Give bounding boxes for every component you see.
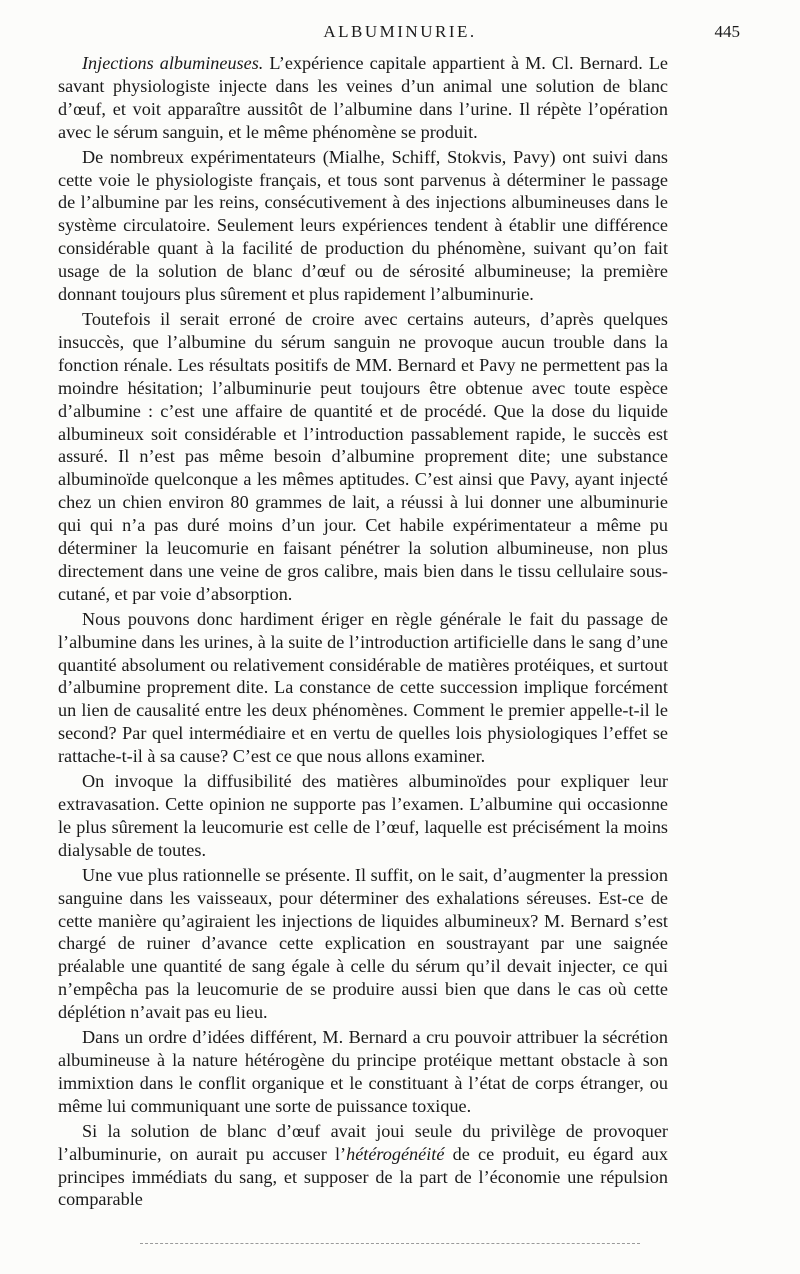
page-number: 445	[714, 22, 740, 41]
paragraph-diffusibility	[58, 770, 668, 862]
paragraph-egg-white	[58, 1120, 668, 1212]
paragraph-heterogeneity	[58, 1026, 668, 1118]
paragraph-text: de ce produit, eu égard aux principes immédiats du sang, et supposer de la part de l’économie une répulsion comparable	[58, 1143, 668, 1210]
emphasis-word: hétérogénéité	[346, 1143, 445, 1164]
body-text	[58, 52, 668, 1213]
footer-rule	[140, 1243, 640, 1244]
paragraph-text: On invoque la diffusibilité des matières albuminoïdes pour expliquer leur extravasation. Cette opinion ne supporte pas l’examen. L’albumine qui occasionne le plus sûrement la leucomurie est celle de l’œuf, laquelle est précisément la moins dialysable de toutes.	[58, 771, 668, 860]
paragraph-toutefois	[58, 308, 668, 606]
paragraph-text: Nous pouvons donc hardiment ériger en règle générale le fait du passage de l’albumine dans les urines, à la suite de l’introduction artificielle dans le sang d’une quantité absolument ou relativement considérable de matières protéiques, et surtout d’albumine proprement dite. La constance de cette succession implique forcément un lien de causalité entre les deux phénomènes. Comment le premier appelle-t-il le second? Par quel intermédiaire et en vertu de quelles lois physiologiques l’effet se rattache-t-il à sa cause? C’est ce que nous allons examiner.	[58, 608, 668, 767]
paragraph-text: L’expérience capitale appartient à M. Cl. Bernard. Le savant physiologiste injecte dans les veines d’un animal une solution de blanc d’œuf, et voit apparaître aussitôt de l’albumine dans l’urine. Il répète l’opération avec le sérum sanguin, et le même phénomène se produit.	[58, 53, 668, 142]
paragraph-text: Dans un ordre d’idées différent, M. Bernard a cru pouvoir attribuer la sécrétion albumineuse à la nature hétérogène du principe protéique mettant obstacle à son immixtion dans le conflit organique et le constituant à l’état de corps étranger, ou même lui communiquant une sorte de puissance toxique.	[58, 1027, 668, 1116]
running-title: ALBUMINURIE.	[323, 22, 477, 41]
paragraph-general-rule	[58, 608, 668, 768]
section-lead: Injections albumineuses.	[82, 53, 264, 73]
page-header	[60, 22, 740, 46]
paragraph-text: Toutefois il serait erroné de croire avec certains auteurs, d’après quelques insuccès, que l’albumine du sérum sanguin ne provoque aucun trouble dans la fonction rénale. Les résultats positifs de MM. Bernard et Pavy ne permettent pas la moindre hésitation; l’albuminurie peut toujours être obtenue avec toute espèce d’albumine : c’est une affaire de quantité et de procédé. Que la dose du liquide albumineux soit considérable et l’introduction passablement rapide, le succès est assuré. Il n’est pas même besoin d’albumine proprement dite; une substance albuminoïde quelconque a les mêmes aptitudes. C’est ainsi que Pavy, ayant injecté chez un chien environ 80 grammes de lait, a réussi à lui donner une albuminurie qui qui n’a pas duré moins d’un jour. Cet habile expérimentateur a même pu déterminer la leucomurie en faisant pénétrer la solution albumineuse, non plus directement dans une veine de gros calibre, mais bien dans le tissu cellulaire sous-cutané, et par voie d’absorption.	[58, 308, 668, 604]
paragraph-pressure	[58, 864, 668, 1024]
paragraph-text: Si la solution de blanc d’œuf avait joui seule du privilège de provoquer l’albuminurie, on aurait pu accuser l’	[58, 1120, 668, 1164]
paragraph-text: Une vue plus rationnelle se présente. Il suffit, on le sait, d’augmenter la pression sanguine dans les vaisseaux, pour déterminer des exhalations séreuses. Est-ce de cette manière qu’agiraient les injections de liquides albumineux? M. Bernard s’est chargé de ruiner d’avance cette explication en soustrayant par une saignée préalable une quantité de sang égale à celle du sérum qu’il devait injecter, ce qui n’empêcha pas la leucomurie de se produire aussi bien que dans le cas où cette déplétion n’avait pas eu lieu.	[58, 864, 668, 1023]
paragraph-experimenters	[58, 146, 668, 306]
paragraph-text: De nombreux expérimentateurs (Mialhe, Schiff, Stokvis, Pavy) ont suivi dans cette voie le physiologiste français, et tous sont parvenus à déterminer le passage de l’albumine par les reins, consécutivement à des injections albumineuses dans le système circulatoire. Seulement leurs expériences tendent à établir une différence considérable quant à la facilité de production du phénomène, suivant qu’on fait usage de la solution de blanc d’œuf ou de sérosité albumineuse; la première donnant toujours plus sûrement et plus rapidement l’albuminurie.	[58, 146, 668, 305]
paragraph-injections	[58, 52, 668, 144]
